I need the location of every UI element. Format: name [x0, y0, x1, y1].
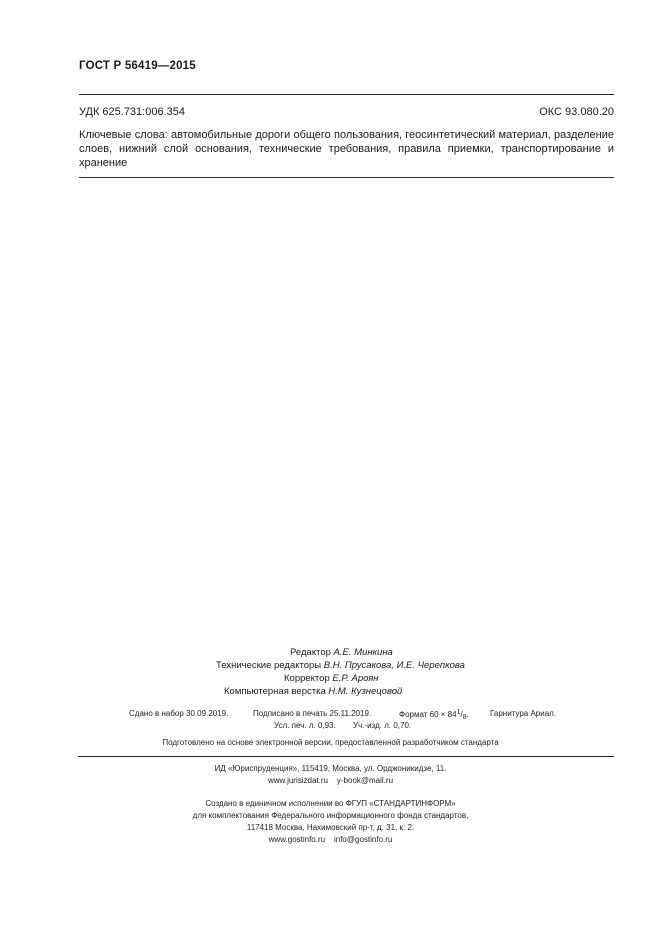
udk-code: УДК 625.731:006.354 — [79, 106, 185, 118]
corrector-label: Корректор — [284, 673, 330, 684]
standard-number: ГОСТ Р 56419—2015 — [79, 60, 196, 72]
corrector-name: Е.Р. Ароян — [332, 673, 379, 684]
header-rule — [79, 94, 614, 95]
tech-editors-label: Технические редакторы — [216, 660, 322, 671]
editor-label: Редактор — [290, 647, 331, 658]
editor-credit — [290, 646, 393, 659]
keywords-rule — [79, 177, 614, 178]
editor-name: А.Е. Минкина — [333, 647, 393, 658]
publisher-address: ИД «Юриспруденция», 115419, Москва, ул. Орджоникидзе, 11. — [214, 764, 447, 773]
submitted-date: Сдано в набор 30.09.2019. — [129, 709, 229, 718]
creator-address: 117418 Москва, Нахимовский пр-т, д. 31, к. 2. — [246, 823, 415, 832]
footer-rule — [78, 756, 614, 757]
keywords-paragraph: Ключевые слова: автомобильные дороги общего пользования, геосинтетический материал, разделение слоев, нижний слой основания, технические требования, правила приемки, транспортирование и хранение — [79, 129, 614, 170]
tech-editors-credit — [216, 659, 465, 672]
tech-editors-names: В.Н. Прусакова, И.Е. Черепкова — [323, 660, 465, 671]
oks-code: ОКС 93.080.20 — [539, 106, 614, 118]
publishing-sheets: Уч.-изд. л. 0,70. — [353, 721, 412, 730]
layout-name: Н.М. Кузнецовой — [328, 686, 403, 697]
signed-date: Подписано в печать 25.11.2019. — [253, 709, 372, 718]
creator-contacts: www.gostinfo.ru info@gostinfo.ru — [268, 835, 393, 844]
publisher-block — [0, 763, 661, 846]
typeface: Гарнитура Ариал. — [490, 709, 557, 718]
layout-credit — [224, 685, 402, 698]
prepared-note: Подготовлено на основе электронной версии, предоставленной разработчиком стандарта — [162, 738, 499, 747]
layout-label: Компьютерная верстка — [224, 686, 326, 697]
corrector-credit — [284, 672, 379, 685]
publisher-contacts: www.jurisizdat.ru y-book@mail.ru — [267, 776, 394, 785]
fund-line: для комплектования Федерального информационного фонда стандартов, — [192, 811, 469, 820]
print-sheets: Усл. печ. л. 0,93. — [274, 721, 336, 730]
creator-line: Создано в единичном исполнении во ФГУП «СТАНДАРТИНФОРМ» — [205, 799, 456, 808]
paper-format: Формат 60 × 841/8. — [399, 709, 469, 721]
